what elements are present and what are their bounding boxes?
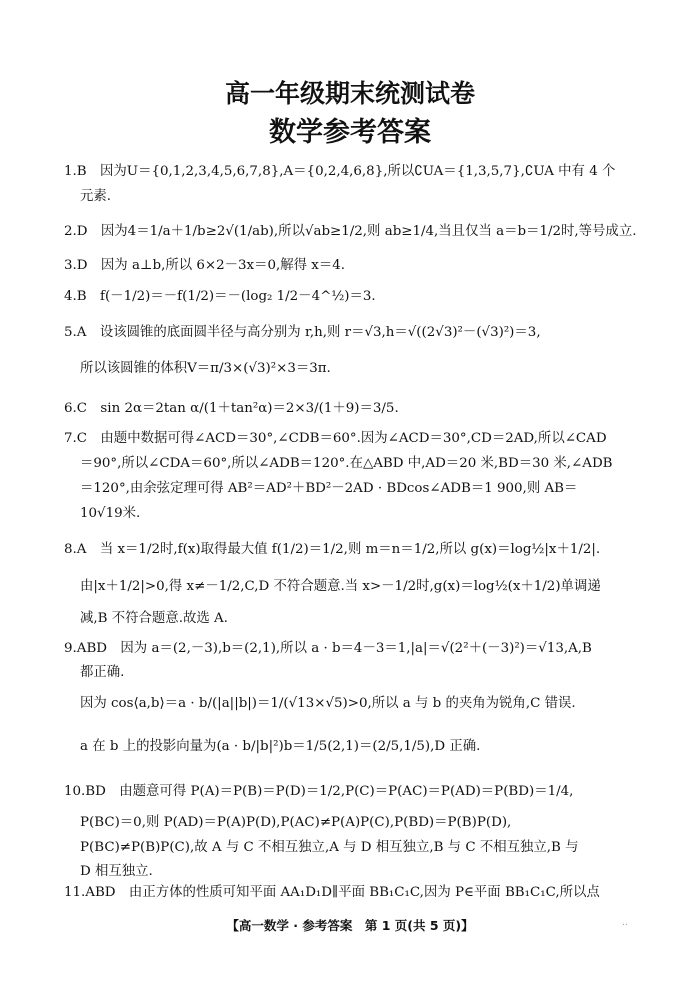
answer-line: P(BC)≠P(B)P(C),故 A 与 C 不相互独立,A 与 D 相互独立,B 与 C 不相互独立,B 与 xyxy=(80,840,579,855)
scan-mark: .. xyxy=(622,918,628,928)
answer-line: D 相互独立. xyxy=(80,864,153,879)
answer-line: 3.D 因为 a⊥b,所以 6×2－3x＝0,解得 x＝4. xyxy=(64,258,346,273)
answer-line: 因为 cos⟨a,b⟩＝a · b/(|a||b|)＝1/(√13×√5)>0,所以 a 与 b 的夹角为锐角,C 错误. xyxy=(80,696,576,711)
answer-line: a 在 b 上的投影向量为(a · b/|b|²)b＝1/5(2,1)＝(2/5,1/5),D 正确. xyxy=(80,739,481,754)
answer-line: 2.D 因为4＝1/a＋1/b≥2√(1/ab),所以√ab≥1/2,则 ab≥1/4,当且仅当 a＝b＝1/2时,等号成立. xyxy=(64,224,637,239)
answer-line: 8.A 当 x＝1/2时,f(x)取得最大值 f(1/2)＝1/2,则 m＝n＝1/2,所以 g(x)＝log½|x＋1/2|. xyxy=(64,542,601,557)
answer-line: 都正确. xyxy=(80,665,125,680)
page-footer: 【高一数学 · 参考答案 第 1 页(共 5 页)】 xyxy=(226,918,474,933)
answer-line: ＝90°,所以∠CDA＝60°,所以∠ADB＝120°.在△ABD 中,AD＝20 米,BD＝30 米,∠ADB xyxy=(80,456,613,471)
answer-line: 10.BD 由题意可得 P(A)＝P(B)＝P(D)＝1/2,P(C)＝P(AC)＝P(AD)＝P(BD)＝1/4, xyxy=(64,784,574,799)
answer-line: 9.ABD 因为 a＝(2,－3),b＝(2,1),所以 a · b＝4－3＝1,|a|＝√(2²＋(－3)²)＝√13,A,B xyxy=(64,641,592,656)
page-subtitle: 数学参考答案 xyxy=(269,117,431,148)
answer-line: 6.C sin 2α＝2tan α/(1＋tan²α)＝2×3/(1＋9)＝3/5. xyxy=(64,401,399,416)
answer-line: 4.B f(－1/2)＝－f(1/2)＝－(log₂ 1/2－4^½)＝3. xyxy=(64,289,376,304)
answer-line: P(BC)＝0,则 P(AD)＝P(A)P(D),P(AC)≠P(A)P(C),P(BD)＝P(B)P(D), xyxy=(80,815,512,830)
answer-line: 10√19米. xyxy=(80,506,141,521)
answer-line: 11.ABD 由正方体的性质可知平面 AA₁D₁D∥平面 BB₁C₁C,因为 P∈平面 BB₁C₁C,所以点 xyxy=(64,885,600,900)
answer-line: 5.A 设该圆锥的底面圆半径与高分别为 r,h,则 r＝√3,h＝√((2√3)²－(√3)²)＝3, xyxy=(64,325,541,340)
answer-line: 所以该圆锥的体积V＝π/3×(√3)²×3＝3π. xyxy=(80,361,331,376)
answer-line: 减,B 不符合题意.故选 A. xyxy=(80,611,228,626)
answer-line: 1.B 因为U＝{0,1,2,3,4,5,6,7,8},A＝{0,2,4,6,8},所以∁UA＝{1,3,5,7},∁UA 中有 4 个 xyxy=(64,164,616,179)
answer-line: 元素. xyxy=(80,189,112,204)
answer-line: 由|x＋1/2|>0,得 x≠－1/2,C,D 不符合题意.当 x>－1/2时,g(x)＝log½(x＋1/2)单调递 xyxy=(80,579,601,594)
page-title: 高一年级期末统测试卷 xyxy=(224,79,475,108)
answer-line: ＝120°,由余弦定理可得 AB²＝AD²＋BD²－2AD · BDcos∠ADB＝1 900,则 AB＝ xyxy=(80,481,578,496)
answer-line: 7.C 由题中数据可得∠ACD＝30°,∠CDB＝60°.因为∠ACD＝30°,CD＝2AD,所以∠CAD xyxy=(64,431,607,446)
